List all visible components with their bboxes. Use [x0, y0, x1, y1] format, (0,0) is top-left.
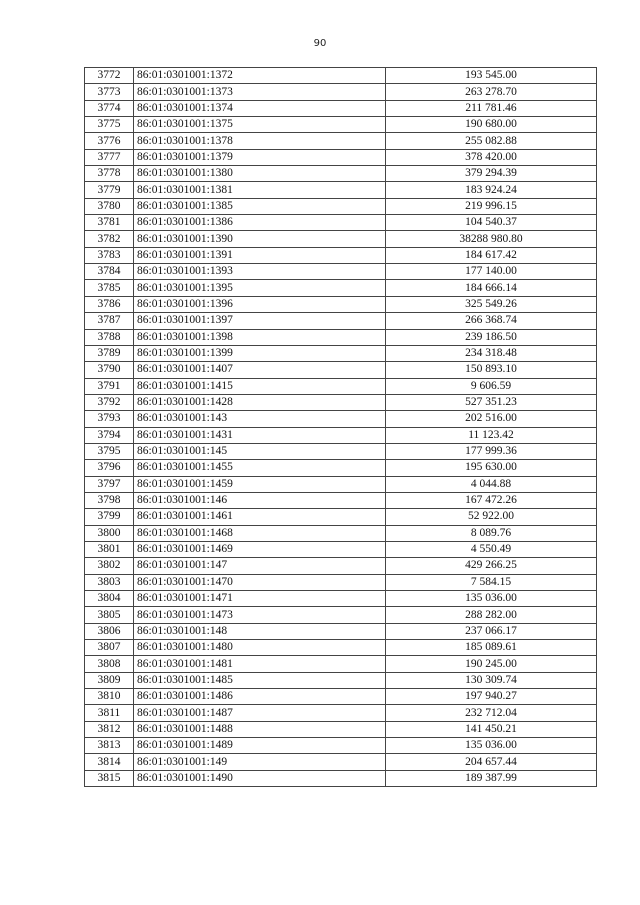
cadastral-number-cell: 86:01:0301001:1470 — [134, 574, 386, 590]
table-row — [85, 427, 597, 443]
cadastral-value-cell: 232 712.04 — [386, 705, 597, 721]
cadastral-number-cell: 86:01:0301001:1396 — [134, 296, 386, 312]
row-number-cell: 3800 — [85, 525, 134, 541]
table-row — [85, 231, 597, 247]
row-number-cell: 3801 — [85, 541, 134, 557]
cadastral-value-cell: 130 309.74 — [386, 672, 597, 688]
cadastral-value-cell: 150 893.10 — [386, 362, 597, 378]
row-number-cell: 3773 — [85, 84, 134, 100]
row-number-cell: 3806 — [85, 623, 134, 639]
cadastral-number-cell: 86:01:0301001:1398 — [134, 329, 386, 345]
cadastral-value-cell: 11 123.42 — [386, 427, 597, 443]
row-number-cell: 3787 — [85, 313, 134, 329]
cadastral-number-cell: 86:01:0301001:1407 — [134, 362, 386, 378]
table-row — [85, 394, 597, 410]
cadastral-number-cell: 86:01:0301001:1471 — [134, 591, 386, 607]
row-number-cell: 3804 — [85, 591, 134, 607]
table-row — [85, 558, 597, 574]
cadastral-value-cell: 4 044.88 — [386, 476, 597, 492]
table-row — [85, 525, 597, 541]
table-row — [85, 656, 597, 672]
cadastral-value-cell: 141 450.21 — [386, 721, 597, 737]
cadastral-number-cell: 86:01:0301001:1488 — [134, 721, 386, 737]
table-row — [85, 623, 597, 639]
table-row — [85, 198, 597, 214]
cadastral-number-cell: 86:01:0301001:1469 — [134, 541, 386, 557]
row-number-cell: 3783 — [85, 247, 134, 263]
cadastral-number-cell: 86:01:0301001:148 — [134, 623, 386, 639]
cadastral-value-cell: 219 996.15 — [386, 198, 597, 214]
table-row — [85, 607, 597, 623]
table-row — [85, 313, 597, 329]
row-number-cell: 3790 — [85, 362, 134, 378]
row-number-cell: 3802 — [85, 558, 134, 574]
table-row — [85, 280, 597, 296]
table-row — [85, 133, 597, 149]
cadastral-value-cell: 211 781.46 — [386, 100, 597, 116]
row-number-cell: 3813 — [85, 738, 134, 754]
table-row — [85, 264, 597, 280]
cadastral-number-cell: 86:01:0301001:1455 — [134, 460, 386, 476]
cadastral-value-cell: 190 680.00 — [386, 117, 597, 133]
cadastral-number-cell: 86:01:0301001:1399 — [134, 345, 386, 361]
cadastral-number-cell: 86:01:0301001:1486 — [134, 689, 386, 705]
cadastral-value-cell: 190 245.00 — [386, 656, 597, 672]
cadastral-value-cell: 7 584.15 — [386, 574, 597, 590]
cadastral-number-cell: 86:01:0301001:1481 — [134, 656, 386, 672]
cadastral-value-cell: 4 550.49 — [386, 541, 597, 557]
cadastral-value-cell: 189 387.99 — [386, 770, 597, 786]
table-row — [85, 68, 597, 84]
cadastral-value-cell: 379 294.39 — [386, 166, 597, 182]
cadastral-value-cell: 38288 980.80 — [386, 231, 597, 247]
cadastral-number-cell: 86:01:0301001:1378 — [134, 133, 386, 149]
row-number-cell: 3778 — [85, 166, 134, 182]
row-number-cell: 3808 — [85, 656, 134, 672]
row-number-cell: 3785 — [85, 280, 134, 296]
cadastral-value-cell: 9 606.59 — [386, 378, 597, 394]
row-number-cell: 3775 — [85, 117, 134, 133]
table-row — [85, 329, 597, 345]
cadastral-value-cell: 239 186.50 — [386, 329, 597, 345]
cadastral-value-cell: 255 082.88 — [386, 133, 597, 149]
table-row — [85, 215, 597, 231]
cadastral-number-cell: 86:01:0301001:1397 — [134, 313, 386, 329]
table-row — [85, 117, 597, 133]
row-number-cell: 3798 — [85, 492, 134, 508]
cadastral-number-cell: 86:01:0301001:1372 — [134, 68, 386, 84]
cadastral-value-cell: 193 545.00 — [386, 68, 597, 84]
row-number-cell: 3811 — [85, 705, 134, 721]
table-row — [85, 247, 597, 263]
cadastral-value-cell: 263 278.70 — [386, 84, 597, 100]
row-number-cell: 3799 — [85, 509, 134, 525]
table-row — [85, 509, 597, 525]
row-number-cell: 3814 — [85, 754, 134, 770]
cadastral-value-cell: 8 089.76 — [386, 525, 597, 541]
table-row — [85, 721, 597, 737]
row-number-cell: 3810 — [85, 689, 134, 705]
table-row — [85, 705, 597, 721]
cadastral-value-cell: 135 036.00 — [386, 738, 597, 754]
row-number-cell: 3781 — [85, 215, 134, 231]
cadastral-value-cell: 237 066.17 — [386, 623, 597, 639]
cadastral-number-cell: 86:01:0301001:1490 — [134, 770, 386, 786]
table-row — [85, 166, 597, 182]
row-number-cell: 3786 — [85, 296, 134, 312]
table-row — [85, 689, 597, 705]
table-row — [85, 296, 597, 312]
cadastral-number-cell: 86:01:0301001:1393 — [134, 264, 386, 280]
row-number-cell: 3807 — [85, 640, 134, 656]
table-row — [85, 738, 597, 754]
row-number-cell: 3796 — [85, 460, 134, 476]
cadastral-number-cell: 86:01:0301001:1385 — [134, 198, 386, 214]
table-row — [85, 672, 597, 688]
cadastral-value-cell: 135 036.00 — [386, 591, 597, 607]
cadastral-number-cell: 86:01:0301001:1428 — [134, 394, 386, 410]
table-row — [85, 411, 597, 427]
table-row — [85, 754, 597, 770]
row-number-cell: 3795 — [85, 443, 134, 459]
row-number-cell: 3791 — [85, 378, 134, 394]
cadastral-number-cell: 86:01:0301001:1415 — [134, 378, 386, 394]
cadastral-number-cell: 86:01:0301001:1381 — [134, 182, 386, 198]
cadastral-number-cell: 86:01:0301001:1485 — [134, 672, 386, 688]
row-number-cell: 3774 — [85, 100, 134, 116]
cadastral-number-cell: 86:01:0301001:1480 — [134, 640, 386, 656]
table-row — [85, 460, 597, 476]
cadastral-number-cell: 86:01:0301001:1380 — [134, 166, 386, 182]
cadastral-value-cell: 429 266.25 — [386, 558, 597, 574]
row-number-cell: 3784 — [85, 264, 134, 280]
page-number: 90 — [313, 38, 327, 49]
row-number-cell: 3797 — [85, 476, 134, 492]
cadastral-value-cell: 52 922.00 — [386, 509, 597, 525]
table-row — [85, 574, 597, 590]
cadastral-number-cell: 86:01:0301001:1391 — [134, 247, 386, 263]
table-body — [85, 68, 597, 787]
cadastral-value-cell: 325 549.26 — [386, 296, 597, 312]
row-number-cell: 3792 — [85, 394, 134, 410]
cadastral-value-cell: 378 420.00 — [386, 149, 597, 165]
row-number-cell: 3812 — [85, 721, 134, 737]
table-row — [85, 362, 597, 378]
cadastral-number-cell: 86:01:0301001:1379 — [134, 149, 386, 165]
cadastral-value-cell: 185 089.61 — [386, 640, 597, 656]
cadastral-number-cell: 86:01:0301001:146 — [134, 492, 386, 508]
cadastral-number-cell: 86:01:0301001:1395 — [134, 280, 386, 296]
cadastral-number-cell: 86:01:0301001:1431 — [134, 427, 386, 443]
cadastral-value-cell: 234 318.48 — [386, 345, 597, 361]
cadastral-number-cell: 86:01:0301001:1375 — [134, 117, 386, 133]
table-row — [85, 541, 597, 557]
cadastral-number-cell: 86:01:0301001:1374 — [134, 100, 386, 116]
row-number-cell: 3794 — [85, 427, 134, 443]
table-row — [85, 443, 597, 459]
row-number-cell: 3805 — [85, 607, 134, 623]
cadastral-value-cell: 104 540.37 — [386, 215, 597, 231]
cadastral-value-cell: 288 282.00 — [386, 607, 597, 623]
cadastral-value-cell: 202 516.00 — [386, 411, 597, 427]
cadastral-value-cell: 527 351.23 — [386, 394, 597, 410]
cadastral-value-cell: 177 999.36 — [386, 443, 597, 459]
row-number-cell: 3776 — [85, 133, 134, 149]
cadastral-value-cell: 197 940.27 — [386, 689, 597, 705]
table-row — [85, 100, 597, 116]
cadastral-number-cell: 86:01:0301001:1487 — [134, 705, 386, 721]
cadastral-number-cell: 86:01:0301001:147 — [134, 558, 386, 574]
row-number-cell: 3782 — [85, 231, 134, 247]
cadastral-number-cell: 86:01:0301001:149 — [134, 754, 386, 770]
cadastral-value-cell: 177 140.00 — [386, 264, 597, 280]
row-number-cell: 3789 — [85, 345, 134, 361]
table-row — [85, 476, 597, 492]
cadastral-value-cell: 195 630.00 — [386, 460, 597, 476]
cadastral-number-cell: 86:01:0301001:1386 — [134, 215, 386, 231]
table-row — [85, 182, 597, 198]
cadastral-number-cell: 86:01:0301001:1468 — [134, 525, 386, 541]
table-row — [85, 640, 597, 656]
row-number-cell: 3815 — [85, 770, 134, 786]
table-row — [85, 84, 597, 100]
cadastral-value-cell: 184 666.14 — [386, 280, 597, 296]
row-number-cell: 3803 — [85, 574, 134, 590]
table-row — [85, 378, 597, 394]
cadastral-number-cell: 86:01:0301001:1461 — [134, 509, 386, 525]
cadastral-number-cell: 86:01:0301001:1390 — [134, 231, 386, 247]
cadastral-value-cell: 184 617.42 — [386, 247, 597, 263]
row-number-cell: 3809 — [85, 672, 134, 688]
cadastral-number-cell: 86:01:0301001:1373 — [134, 84, 386, 100]
cadastral-number-cell: 86:01:0301001:143 — [134, 411, 386, 427]
cadastral-number-cell: 86:01:0301001:145 — [134, 443, 386, 459]
table-row — [85, 770, 597, 786]
cadastral-value-cell: 167 472.26 — [386, 492, 597, 508]
row-number-cell: 3780 — [85, 198, 134, 214]
row-number-cell: 3777 — [85, 149, 134, 165]
table-row — [85, 591, 597, 607]
cadastral-value-table — [84, 67, 597, 787]
table-row — [85, 149, 597, 165]
cadastral-number-cell: 86:01:0301001:1473 — [134, 607, 386, 623]
cadastral-value-cell: 266 368.74 — [386, 313, 597, 329]
row-number-cell: 3772 — [85, 68, 134, 84]
cadastral-value-cell: 183 924.24 — [386, 182, 597, 198]
cadastral-number-cell: 86:01:0301001:1489 — [134, 738, 386, 754]
cadastral-number-cell: 86:01:0301001:1459 — [134, 476, 386, 492]
row-number-cell: 3793 — [85, 411, 134, 427]
table-row — [85, 345, 597, 361]
row-number-cell: 3788 — [85, 329, 134, 345]
table-row — [85, 492, 597, 508]
cadastral-value-cell: 204 657.44 — [386, 754, 597, 770]
row-number-cell: 3779 — [85, 182, 134, 198]
